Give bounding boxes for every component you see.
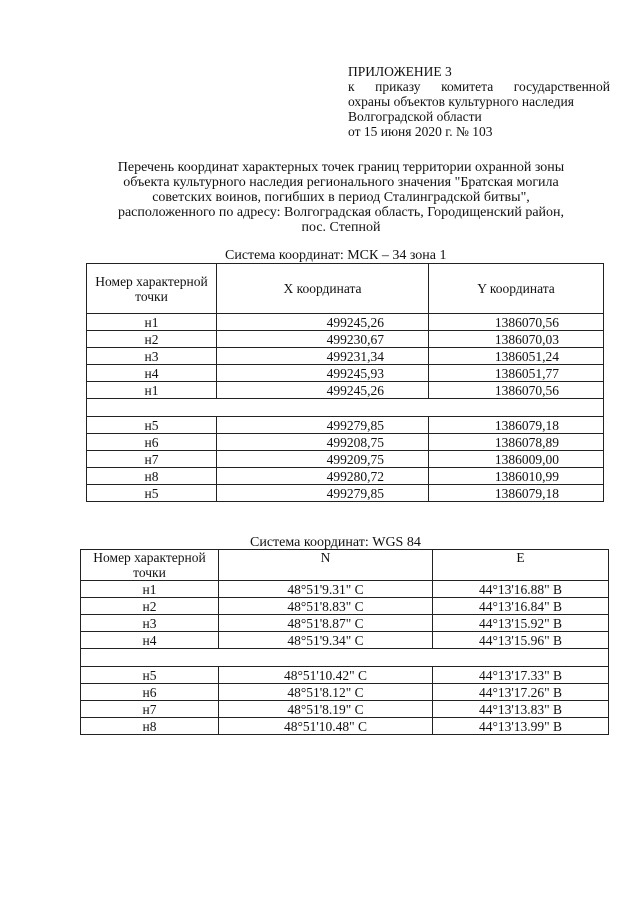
point-cell: н3 [87, 348, 217, 365]
heading-line: пос. Степной [301, 220, 381, 235]
table-row [81, 684, 609, 701]
point-cell: н2 [87, 331, 217, 348]
table-row [81, 701, 609, 718]
table-row [87, 331, 604, 348]
point-cell: н6 [87, 434, 217, 451]
group-separator-row [87, 399, 604, 417]
coord-a-cell: 499245,93 [217, 365, 429, 382]
table-row [87, 382, 604, 399]
column-header-n: N [219, 550, 433, 581]
document-heading [96, 160, 586, 235]
point-cell: н4 [87, 365, 217, 382]
table-row [87, 314, 604, 331]
heading-line: объекта культурного наследия регионального значения "Братская могила [123, 175, 559, 190]
heading-line: Перечень координат характерных точек границ территории охранной зоны [117, 160, 565, 175]
point-cell: н7 [81, 701, 219, 718]
table-row [81, 718, 609, 735]
table-row [87, 417, 604, 434]
coord-b-cell: 1386079,18 [429, 417, 604, 434]
point-cell: н8 [87, 468, 217, 485]
coord-b-cell: 44°13'17.33" В [433, 667, 609, 684]
coord-a-cell: 48°51'8.19" С [219, 701, 433, 718]
point-cell: н5 [81, 667, 219, 684]
msk-coordinates-table [86, 263, 604, 502]
coord-b-cell: 44°13'13.83" В [433, 701, 609, 718]
point-cell: н2 [81, 598, 219, 615]
table-row [81, 667, 609, 684]
separator-cell [81, 649, 609, 667]
coord-a-cell: 48°51'9.31" С [219, 581, 433, 598]
point-cell: н1 [87, 382, 217, 399]
coord-b-cell: 1386010,99 [429, 468, 604, 485]
appendix-title: ПРИЛОЖЕНИЕ 3 [348, 64, 452, 79]
table-row [81, 581, 609, 598]
coord-b-cell: 1386078,89 [429, 434, 604, 451]
coord-b-cell: 1386070,56 [429, 382, 604, 399]
appendix-committee-line: охраны объектов культурного наследия [348, 94, 574, 109]
point-cell: н3 [81, 615, 219, 632]
coord-b-cell: 44°13'17.26" В [433, 684, 609, 701]
point-cell: н8 [81, 718, 219, 735]
coord-b-cell: 1386070,03 [429, 331, 604, 348]
coord-a-cell: 499279,85 [217, 417, 429, 434]
table-row [81, 598, 609, 615]
coord-a-cell: 48°51'8.83" С [219, 598, 433, 615]
point-cell: н1 [81, 581, 219, 598]
coord-a-cell: 48°51'10.42" С [219, 667, 433, 684]
coord-a-cell: 499245,26 [217, 382, 429, 399]
table-row [87, 468, 604, 485]
column-header-e: E [433, 550, 609, 581]
coord-b-cell: 1386079,18 [429, 485, 604, 502]
table-row [87, 434, 604, 451]
table-row [87, 451, 604, 468]
group-separator-row [81, 649, 609, 667]
coord-a-cell: 499230,67 [217, 331, 429, 348]
coord-b-cell: 44°13'16.88" В [433, 581, 609, 598]
point-cell: н5 [87, 417, 217, 434]
column-header-point: Номер характерной точки [87, 264, 217, 314]
appendix-region-line: Волгоградской области [348, 109, 482, 124]
coord-b-cell: 1386070,56 [429, 314, 604, 331]
coord-b-cell: 44°13'13.99" В [433, 718, 609, 735]
coord-a-cell: 48°51'8.87" С [219, 615, 433, 632]
table-row [81, 632, 609, 649]
coord-b-cell: 44°13'16.84" В [433, 598, 609, 615]
wgs84-table-body [81, 581, 609, 735]
appendix-block [348, 64, 610, 139]
coord-b-cell: 1386051,24 [429, 348, 604, 365]
coord-a-cell: 499280,72 [217, 468, 429, 485]
point-cell: н1 [87, 314, 217, 331]
point-cell: н5 [87, 485, 217, 502]
coord-b-cell: 1386051,77 [429, 365, 604, 382]
coord-b-cell: 44°13'15.96" В [433, 632, 609, 649]
heading-line: советских воинов, погибших в период Сталинградской битвы", [152, 190, 530, 205]
coord-b-cell: 1386009,00 [429, 451, 604, 468]
column-header-point: Номер характерной точки [81, 550, 219, 581]
wgs84-coordinates-table [80, 549, 609, 735]
table2-caption: Система координат: WGS 84 [250, 535, 421, 550]
column-header-x: X координата [217, 264, 429, 314]
coord-b-cell: 44°13'15.92" В [433, 615, 609, 632]
point-cell: н6 [81, 684, 219, 701]
coord-a-cell: 48°51'9.34" С [219, 632, 433, 649]
column-header-y: Y координата [429, 264, 604, 314]
point-cell: н4 [81, 632, 219, 649]
point-cell: н7 [87, 451, 217, 468]
separator-cell [87, 399, 604, 417]
appendix-date-line: от 15 июня 2020 г. № 103 [348, 124, 493, 139]
table-row [87, 365, 604, 382]
heading-line: расположенного по адресу: Волгоградская область, Городищенский район, [117, 205, 565, 220]
coord-a-cell: 499279,85 [217, 485, 429, 502]
table-row [81, 615, 609, 632]
table-row [87, 485, 604, 502]
appendix-order-line: к приказу комитета государственной [348, 79, 610, 94]
coord-a-cell: 499245,26 [217, 314, 429, 331]
table1-caption: Система координат: МСК – 34 зона 1 [225, 248, 447, 263]
table-row [87, 348, 604, 365]
coord-a-cell: 499231,34 [217, 348, 429, 365]
coord-a-cell: 48°51'10.48" С [219, 718, 433, 735]
coord-a-cell: 48°51'8.12" С [219, 684, 433, 701]
coord-a-cell: 499208,75 [217, 434, 429, 451]
coord-a-cell: 499209,75 [217, 451, 429, 468]
msk-table-body [87, 314, 604, 502]
